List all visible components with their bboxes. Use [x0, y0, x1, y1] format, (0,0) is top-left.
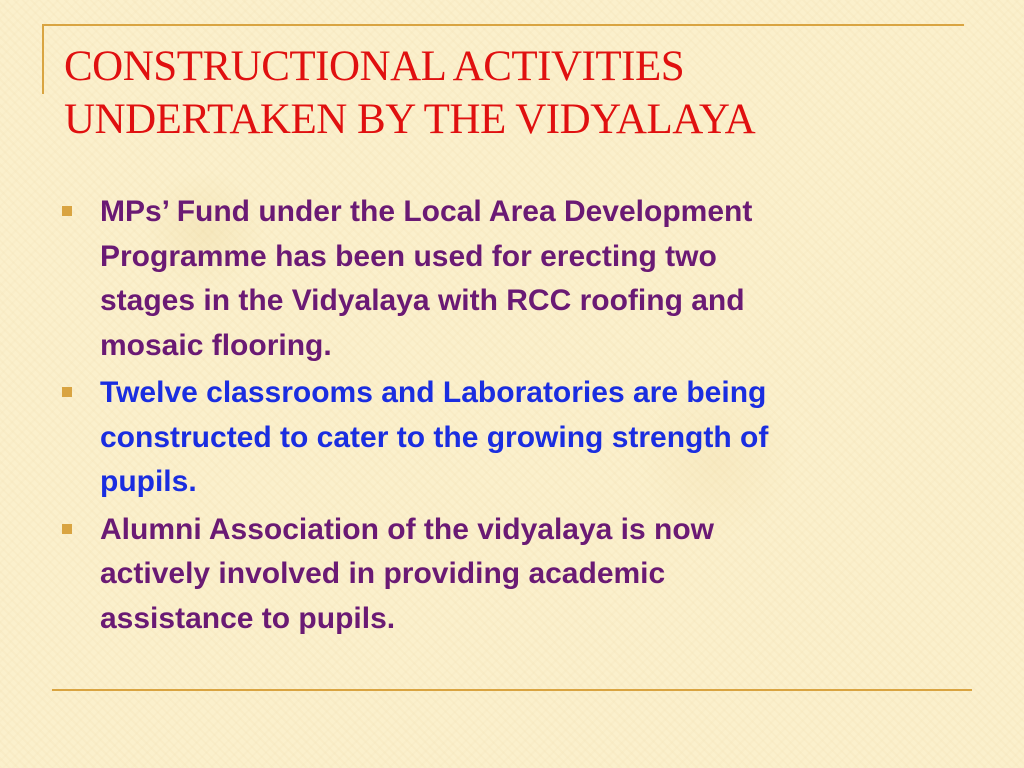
bullet-text: Twelve classrooms and Laboratories are being constructed to cater to the growing strength of pupils. [100, 376, 769, 498]
slide-title-line-2: UNDERTAKEN BY THE VIDYALAYA [64, 96, 756, 143]
bullet-item [62, 371, 962, 505]
bullet-text: MPs’ Fund under the Local Area Development Programme has been used for erecting two stages in the Vidyalaya with RCC roofing and mosaic flooring. [100, 195, 753, 362]
slide-title-line-1: CONSTRUCTIONAL ACTIVITIES [64, 43, 685, 90]
square-bullet-icon [62, 206, 72, 216]
bullet-text: Alumni Association of the vidyalaya is now actively involved in providing academic assistance to pupils. [100, 512, 715, 635]
bottom-frame-line [52, 689, 972, 691]
bullet-item [62, 508, 962, 642]
slide-title [64, 40, 964, 146]
square-bullet-icon [62, 387, 72, 397]
square-bullet-icon [62, 524, 72, 534]
left-frame-line [42, 24, 44, 94]
top-frame-line [42, 24, 964, 26]
bullet-item [62, 190, 962, 368]
bullet-list [62, 190, 962, 644]
